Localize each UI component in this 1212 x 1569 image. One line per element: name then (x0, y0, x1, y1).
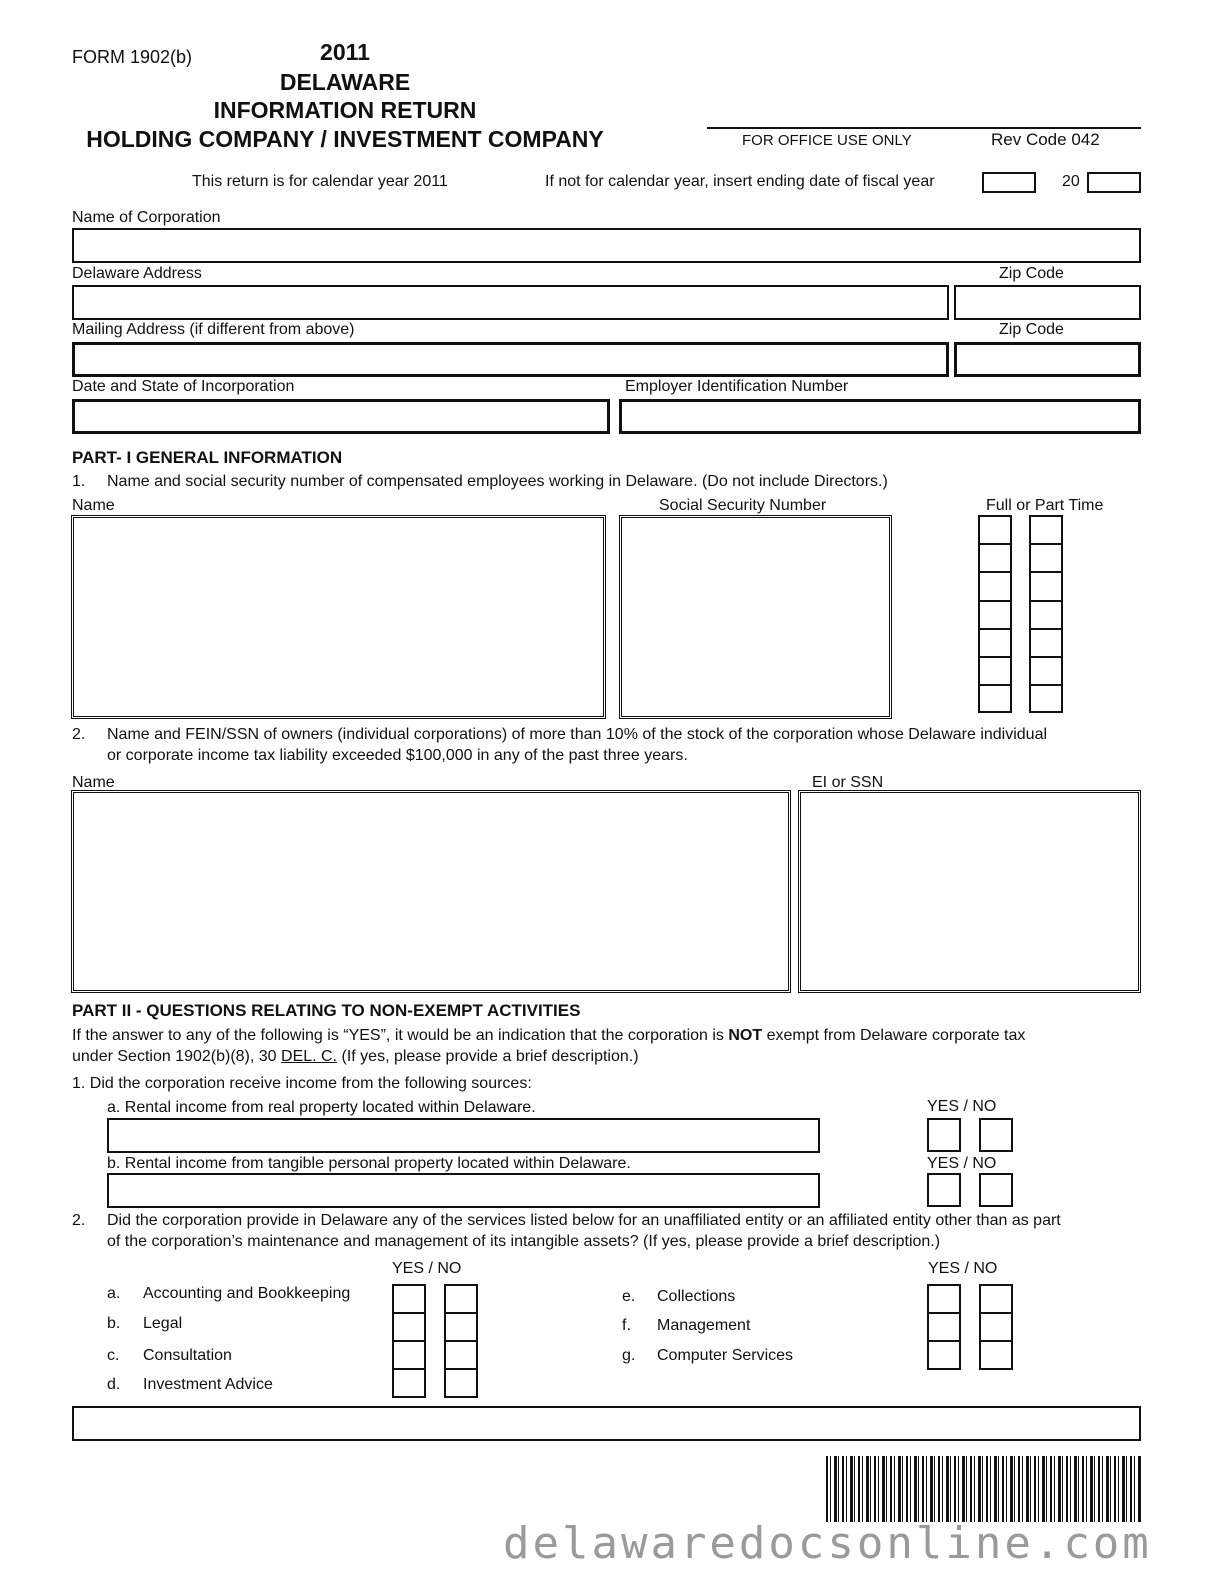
fiscal-month-day-input[interactable] (982, 172, 1036, 193)
full-time-checkboxes[interactable] (978, 515, 1012, 713)
mailing-address-label: Mailing Address (if different from above) (72, 321, 355, 338)
zip-label-1: Zip Code (999, 265, 1064, 282)
q1a-yes-checkbox[interactable] (927, 1118, 961, 1152)
owner-name-col: Name (72, 774, 115, 791)
part1-q2-line1: Name and FEIN/SSN of owners (individual corporations) of more than 10% of the stock of the corporation whose Delaware individual (107, 726, 1048, 743)
corp-name-label: Name of Corporation (72, 209, 221, 226)
service-f-letter: f. (622, 1317, 631, 1334)
services-description-input[interactable] (72, 1406, 1141, 1441)
service-g-yes-checkbox[interactable] (927, 1340, 961, 1370)
de-zip-input[interactable] (954, 285, 1141, 320)
part2-intro-line1: If the answer to any of the following is “YES”, it would be an indication that the corporation is NOT exempt from Delaware corporate tax (72, 1027, 1026, 1044)
fiscal-year-text: If not for calendar year, insert ending date of fiscal year (545, 173, 935, 190)
part2-q1-text: 1. Did the corporation receive income from the following sources: (72, 1075, 532, 1092)
form-state: DELAWARE (279, 69, 411, 95)
service-b-letter: b. (107, 1315, 121, 1332)
service-f-no-checkbox[interactable] (979, 1312, 1013, 1342)
services-right-yes-no-label: YES / NO (928, 1260, 998, 1277)
office-use-label: FOR OFFICE USE ONLY (742, 132, 912, 149)
incorporation-label: Date and State of Incorporation (72, 378, 295, 395)
q1b-yes-no-label: YES / NO (927, 1155, 997, 1172)
mailing-zip-input[interactable] (954, 342, 1141, 377)
service-f-label: Management (657, 1317, 751, 1334)
service-e-label: Collections (657, 1288, 736, 1305)
service-g-label: Computer Services (657, 1347, 794, 1364)
q1a-description-input[interactable] (107, 1118, 820, 1153)
employee-time-col: Full or Part Time (986, 497, 1104, 514)
owner-id-col: EI or SSN (812, 774, 884, 791)
service-c-yes-checkbox[interactable] (392, 1340, 426, 1370)
form-title: INFORMATION RETURN (213, 97, 477, 123)
service-b-no-checkbox[interactable] (444, 1312, 478, 1342)
service-c-letter: c. (107, 1347, 120, 1364)
service-d-label: Investment Advice (143, 1376, 273, 1393)
service-c-label: Consultation (143, 1347, 232, 1364)
fiscal-year-input[interactable] (1087, 172, 1141, 193)
part2-q1a-label: a. Rental income from real property located within Delaware. (107, 1099, 536, 1116)
service-a-yes-checkbox[interactable] (392, 1284, 426, 1314)
employee-ssn-col: Social Security Number (659, 497, 827, 514)
calendar-year-text: This return is for calendar year 2011 (192, 173, 448, 190)
part1-q2-line2: or corporate income tax liability exceeded $100,000 in any of the past three years. (107, 747, 688, 764)
service-b-label: Legal (143, 1315, 183, 1332)
part2-q2-line1: Did the corporation provide in Delaware any of the services listed below for an unaffiliated entity or an affiliated entity other than as part (107, 1212, 1061, 1229)
service-d-no-checkbox[interactable] (444, 1368, 478, 1398)
service-e-yes-checkbox[interactable] (927, 1284, 961, 1314)
q1b-yes-checkbox[interactable] (927, 1173, 961, 1207)
form-number: FORM 1902(b) (72, 47, 193, 67)
q1a-no-checkbox[interactable] (979, 1118, 1013, 1152)
employee-ssn-box[interactable] (619, 515, 892, 719)
ein-input[interactable] (619, 399, 1141, 434)
owner-name-box[interactable] (71, 790, 791, 993)
fiscal-year-prefix: 20 (1062, 173, 1080, 190)
service-d-letter: d. (107, 1376, 121, 1393)
employee-name-col: Name (72, 497, 115, 514)
service-g-letter: g. (622, 1347, 636, 1364)
rev-code: Rev Code 042 (991, 130, 1100, 149)
service-c-no-checkbox[interactable] (444, 1340, 478, 1370)
de-address-input[interactable] (72, 285, 949, 320)
form-year: 2011 (320, 39, 370, 65)
service-f-yes-checkbox[interactable] (927, 1312, 961, 1342)
service-e-no-checkbox[interactable] (979, 1284, 1013, 1314)
de-address-label: Delaware Address (72, 265, 202, 282)
incorporation-input[interactable] (72, 399, 610, 434)
q1b-no-checkbox[interactable] (979, 1173, 1013, 1207)
part2-q1b-label: b. Rental income from tangible personal property located within Delaware. (107, 1155, 631, 1172)
part2-q2-line2: of the corporation’s maintenance and management of its intangible assets? (If yes, please provide a brief description.) (107, 1233, 941, 1250)
service-a-no-checkbox[interactable] (444, 1284, 478, 1314)
part2-intro-line2: under Section 1902(b)(8), 30 DEL. C. (If yes, please provide a brief description.) (72, 1048, 639, 1065)
q1a-yes-no-label: YES / NO (927, 1098, 997, 1115)
part1-q1-number: 1. (72, 473, 86, 490)
part2-heading: PART II - QUESTIONS RELATING TO NON-EXEMPT ACTIVITIES (72, 1001, 581, 1020)
service-a-label: Accounting and Bookkeeping (143, 1285, 351, 1302)
part1-q1-text: Name and social security number of compensated employees working in Delaware. (Do not include Directors.) (107, 473, 888, 490)
part1-q2-number: 2. (72, 726, 86, 743)
part-time-checkboxes[interactable] (1029, 515, 1063, 713)
watermark: delawaredocsonline.com (503, 1518, 1152, 1569)
service-g-no-checkbox[interactable] (979, 1340, 1013, 1370)
zip-label-2: Zip Code (999, 321, 1064, 338)
service-e-letter: e. (622, 1288, 636, 1305)
part1-heading: PART- I GENERAL INFORMATION (72, 448, 343, 467)
services-left-yes-no-label: YES / NO (392, 1260, 462, 1277)
corp-name-input[interactable] (72, 228, 1141, 263)
q1b-description-input[interactable] (107, 1173, 820, 1208)
service-b-yes-checkbox[interactable] (392, 1312, 426, 1342)
form-subtitle: HOLDING COMPANY / INVESTMENT COMPANY (86, 126, 604, 152)
ein-label: Employer Identification Number (625, 378, 849, 395)
barcode (826, 1456, 1142, 1522)
mailing-address-input[interactable] (72, 342, 949, 377)
office-use-rule (707, 127, 1141, 129)
service-a-letter: a. (107, 1285, 121, 1302)
owner-id-box[interactable] (798, 790, 1141, 993)
service-d-yes-checkbox[interactable] (392, 1368, 426, 1398)
employee-name-box[interactable] (71, 515, 606, 719)
part2-q2-number: 2. (72, 1212, 86, 1229)
